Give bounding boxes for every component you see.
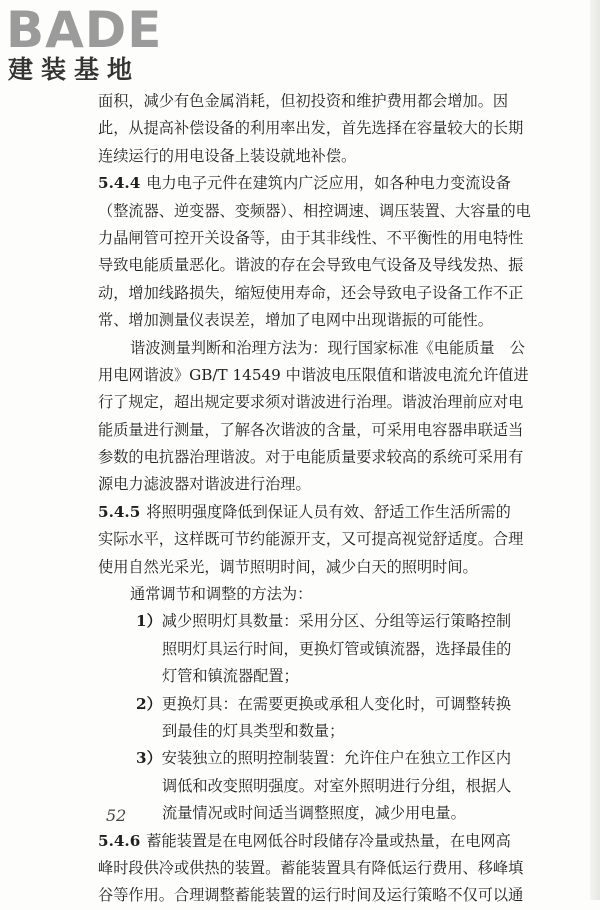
text-line: [98, 663, 531, 690]
text-line: [98, 471, 531, 498]
text-line: [98, 198, 531, 225]
line-text: 将照明强度降低到保证人员有效、舒适工作生活所需的: [146, 502, 511, 521]
section-number: 5.4.4: [98, 174, 141, 193]
text-line: [98, 554, 531, 581]
line-text: 此，从提高补偿设备的利用率出发，首先选择在容量较大的长期: [98, 119, 524, 138]
text-line: [98, 855, 531, 882]
text-line: [98, 417, 531, 444]
line-text: 灯管和镇流器配置；: [162, 667, 299, 686]
page-edge-shadow: [590, 0, 600, 900]
line-text: 流量情况或时间适当调整照度，减少用电量。: [162, 804, 466, 823]
text-line: [98, 828, 531, 855]
line-text: 峰时段供冷或供热的装置。蓄能装置具有降低运行费用、移峰填: [98, 858, 524, 877]
watermark-logo: [6, 1, 163, 84]
line-text: 更换灯具：在需要更换或承租人变化时，可调整转换: [161, 694, 512, 713]
line-text: 行了规定，超出规定要求须对谐波进行治理。谐波治理前应对电: [98, 393, 524, 412]
text-line: [98, 718, 531, 745]
text-line: [98, 362, 531, 389]
text-line: [98, 745, 531, 772]
text-line: [98, 143, 531, 170]
line-text: 谷等作用。合理调整蓄能装置的运行时间及运行策略不仅可以通: [98, 886, 524, 905]
line-text: 常、增加测量仪表误差，增加了电网中出现谐振的可能性。: [98, 311, 493, 330]
line-text: （整流器、逆变器、变频器）、相控调速、调压装置、大容量的电: [98, 201, 531, 220]
line-text: 连续运行的用电设备上装设就地补偿。: [98, 146, 357, 165]
line-text: 使用自然光采光，调节照明时间，减少白天的照明时间。: [98, 557, 478, 576]
text-line: [98, 170, 531, 197]
text-line: [98, 444, 531, 471]
line-text: 用电网谐波》GB/T 14549 中谐波电压限值和谐波电流允许值进: [98, 365, 529, 384]
text-line: [98, 115, 531, 142]
line-text: 到最佳的灯具类型和数量；: [162, 721, 345, 740]
line-text: 电力电子元件在建筑内广泛应用，如各种电力变流设备: [146, 174, 511, 193]
line-text: 力晶闸管可控开关设备等，由于其非线性、不平衡性的用电特性: [98, 228, 524, 247]
text-line: [98, 252, 531, 279]
list-number: 3）: [136, 749, 162, 768]
line-text: 通常调节和调整的方法为：: [130, 585, 313, 604]
line-text: 安装独立的照明控制装置：允许住户在独立工作区内: [161, 749, 512, 768]
line-text: 动，增加线路损失，缩短使用寿命，还会导致电子设备工作不正: [98, 283, 524, 302]
text-line: [98, 499, 531, 526]
text-line: [98, 581, 531, 608]
text-line: [98, 88, 531, 115]
text-line: [98, 389, 531, 416]
line-text: 谐波测量判断和治理方法为：现行国家标准《电能质量 公: [130, 338, 525, 357]
text-line: [98, 335, 531, 362]
line-text: 减少照明灯具数量：采用分区、分组等运行策略控制: [161, 612, 512, 631]
line-text: 调低和改变照明强度。对室外照明进行分组，根据人: [162, 776, 512, 795]
text-line: [98, 307, 531, 334]
line-text: 蓄能装置是在电网低谷时段储存冷量或热量，在电网高: [146, 831, 511, 850]
page-number: 52: [106, 806, 127, 825]
text-line: [98, 691, 531, 718]
line-text: 源电力滤波器对谐波进行治理。: [98, 475, 311, 494]
line-text: 面积，减少有色金属消耗，但初投资和维护费用都会增加。因: [98, 92, 509, 110]
text-line: [98, 225, 531, 252]
text-line: [98, 773, 531, 800]
document-body: [98, 88, 531, 910]
text-line: [98, 280, 531, 307]
logo-subtitle: 建装基地: [8, 55, 141, 84]
logo-wordmark: BADE: [6, 1, 163, 59]
text-line: [98, 526, 531, 553]
text-line: [98, 608, 531, 635]
line-text: 能质量进行测量，了解各次谐波的含量，可采用电容器串联适当: [98, 420, 524, 439]
text-line: [98, 800, 531, 827]
text-line: [98, 882, 531, 909]
section-number: 5.4.5: [98, 502, 141, 521]
text-line: [98, 636, 531, 663]
section-number: 5.4.6: [98, 831, 141, 850]
line-text: 参数的电抗器治理谐波。对于电能质量要求较高的系统可采用有: [98, 448, 524, 467]
line-text: 实际水平，这样既可节约能源开支，又可提高视觉舒适度。合理: [98, 530, 524, 549]
line-text: 照明灯具运行时间，更换灯管或镇流器，选择最佳的: [162, 639, 512, 658]
list-number: 1）: [136, 612, 162, 631]
line-text: 导致电能质量恶化。谐波的存在会导致电气设备及导线发热、振: [98, 256, 524, 275]
list-number: 2）: [136, 694, 162, 713]
